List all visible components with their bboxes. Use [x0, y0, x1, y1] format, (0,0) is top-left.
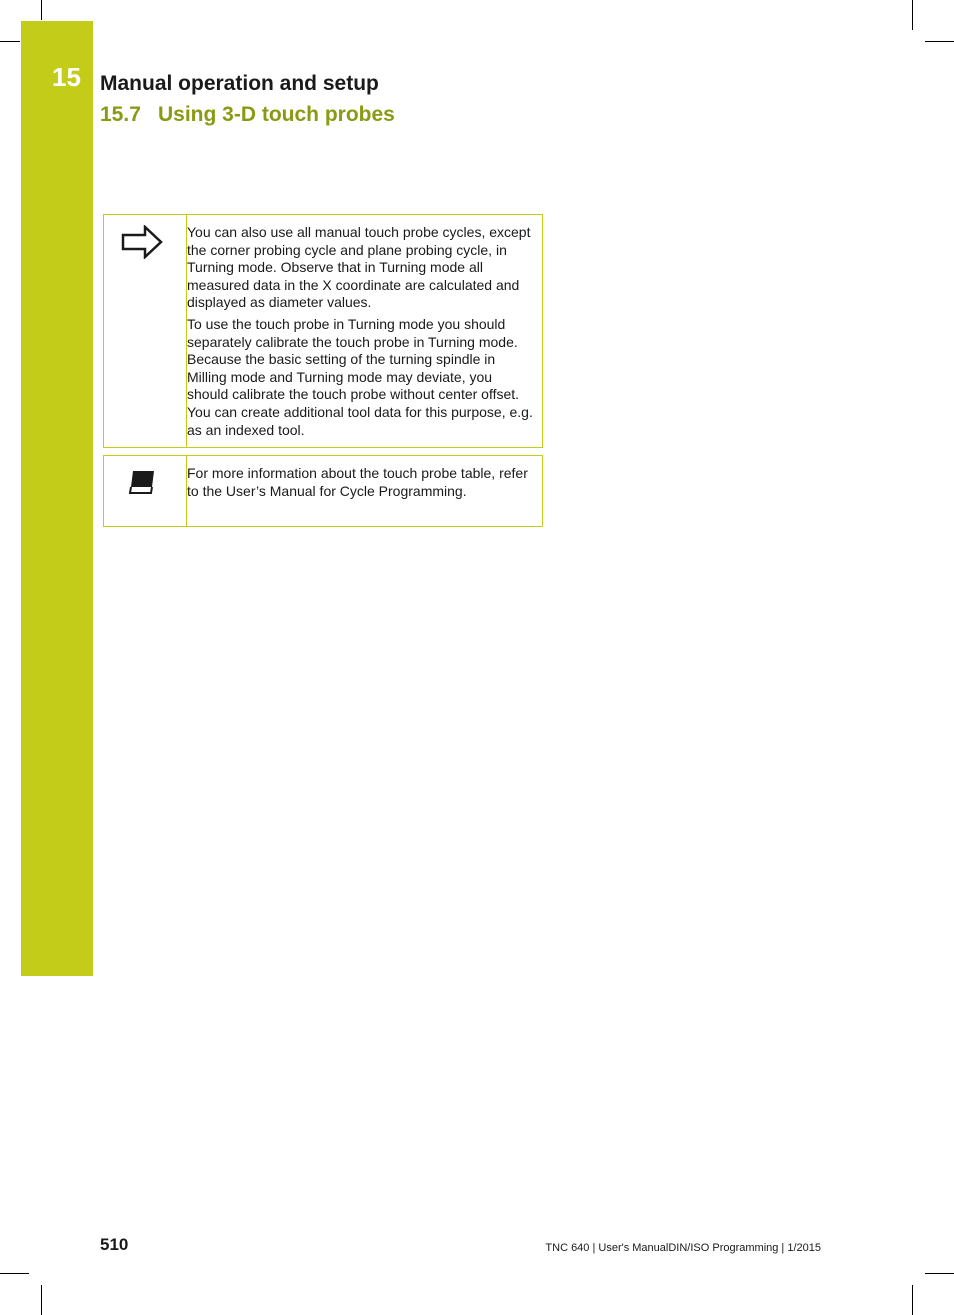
chapter-number: 15	[52, 62, 81, 92]
note-box-book	[103, 455, 543, 527]
note-paragraph: You can also use all manual touch probe cycles, except the corner probing cycle and plane probing cycle, in Turning mode. Observe that in Turning mode all measured data in the X coordinate are calculated and displayed as diameter values.	[187, 224, 531, 311]
arrow-right-icon	[121, 225, 163, 264]
section-number: 15.7	[100, 103, 141, 126]
note-paragraph: For more information about the touch probe table, refer to the User’s Manual for Cycle Programming.	[187, 465, 528, 499]
note-text	[187, 224, 536, 443]
section-name: Using 3-D touch probes	[158, 103, 395, 126]
crop-mark	[0, 1273, 29, 1274]
footer-info: TNC 640 | User's ManualDIN/ISO Programming | 1/2015	[545, 1242, 821, 1254]
crop-mark	[925, 41, 954, 42]
note-box-arrow	[103, 214, 543, 448]
chapter-title: Manual operation and setup	[100, 72, 379, 95]
page-number: 510	[100, 1235, 129, 1254]
chapter-sidebar	[21, 21, 93, 976]
note-paragraph: To use the touch probe in Turning mode you should separately calibrate the touch probe in Turning mode. Because the basic setting of the turning spindle in Milling mode and Turning mode may deviate, you should calibrate the touch probe without center offset. You can create additional tool data for this purpose, e.g. as an indexed tool.	[187, 315, 533, 438]
crop-mark	[41, 0, 42, 20]
crop-mark	[925, 1273, 954, 1274]
crop-mark	[912, 1285, 913, 1315]
crop-mark	[41, 1285, 42, 1315]
section-title	[100, 103, 395, 127]
note-text	[187, 465, 536, 504]
crop-mark	[912, 0, 913, 30]
book-icon	[127, 469, 157, 500]
crop-mark	[0, 41, 20, 42]
